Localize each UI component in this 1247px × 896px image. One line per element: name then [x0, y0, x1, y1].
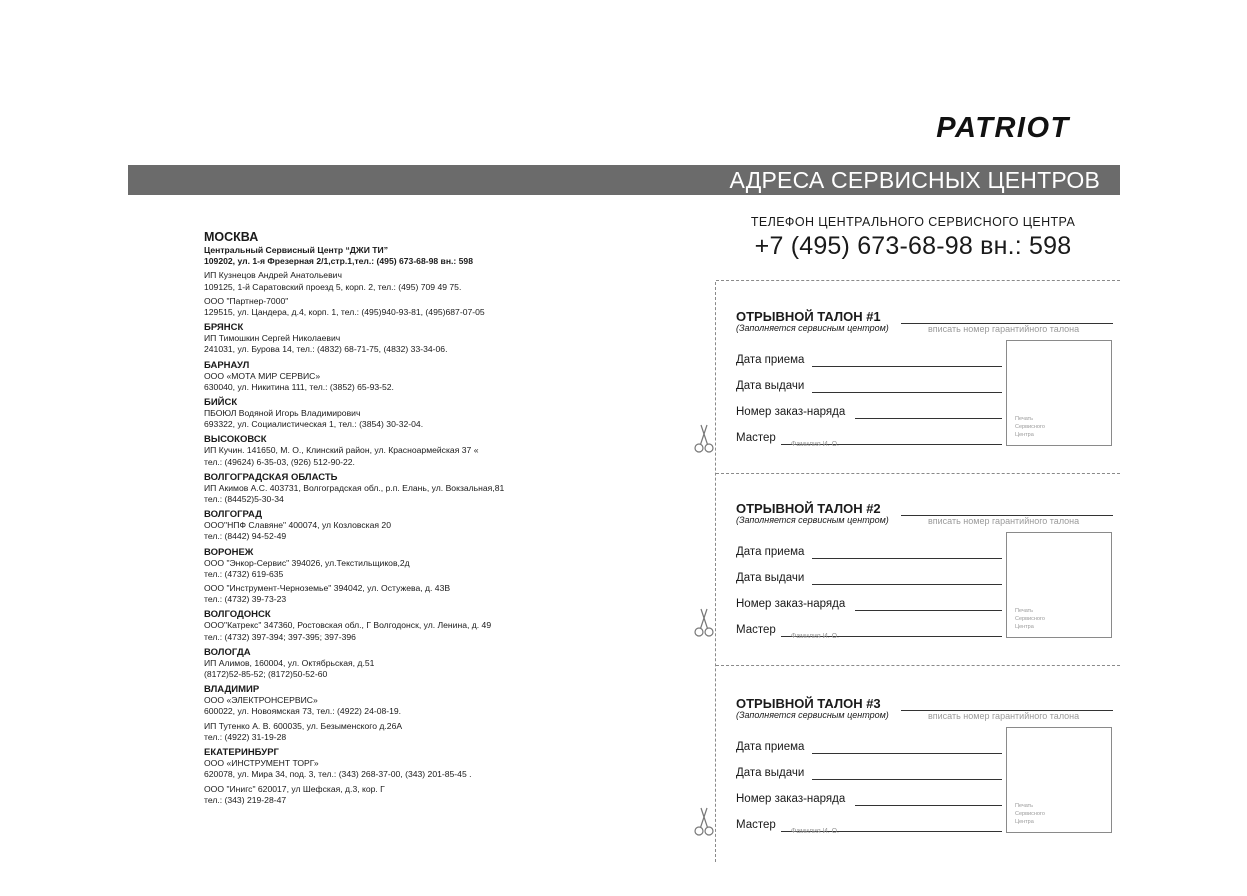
service-centers-list — [204, 230, 534, 806]
contact-line: ООО "Партнер-7000" — [204, 295, 289, 306]
date-issued-field[interactable] — [812, 584, 1002, 585]
contact-line: тел.: (4732) 619-635 — [204, 568, 284, 579]
contact-line: ПБОЮЛ Водяной Игорь Владимирович — [204, 408, 361, 419]
date-issued-field[interactable] — [812, 779, 1002, 780]
city-name: БИЙСК — [204, 397, 238, 409]
date-received-label: Дата приема — [736, 741, 805, 753]
stamp-label: Печать Сервисного Центра — [1015, 416, 1045, 438]
coupon-number-hint: вписать номер гарантийного талона — [928, 711, 1080, 721]
coupon-number-hint: вписать номер гарантийного талона — [928, 516, 1080, 526]
order-number-label: Номер заказ-наряда — [736, 406, 846, 418]
city-block — [204, 322, 534, 355]
city-block — [204, 397, 534, 430]
contact-line: 109202, ул. 1-я Фрезерная 2/1,стр.1,тел.: (495) 673-68-98 вн.: 598 — [204, 256, 473, 267]
contact-line: 620078, ул. Мира 34, под. 3, тел.: (343) 268-37-00, (343) 201-85-45 . — [204, 769, 472, 780]
contact-line: ИП Кучин. 141650, М. О., Клинский район, ул. Красноармейская 37 « — [204, 445, 479, 456]
city-block — [204, 547, 534, 606]
coupon-number-hint: вписать номер гарантийного талона — [928, 324, 1080, 334]
scissors-icon — [692, 806, 716, 838]
coupon-title: ОТРЫВНОЙ ТАЛОН #1 — [736, 309, 881, 324]
city-block — [204, 360, 534, 393]
patriot-logo — [912, 110, 1094, 144]
contact-line: ИП Тутенко А. В. 600035, ул. Безыменского д.26А — [204, 720, 403, 731]
stamp-label: Печать Сервисного Центра — [1015, 608, 1045, 630]
fio-hint: Фамилия И. О. — [791, 633, 839, 640]
contact-line: 600022, ул. Новоямская 73, тел.: (4922) 24-08-19. — [204, 706, 402, 717]
scissors-icon — [692, 423, 716, 455]
central-phone-number: +7 (495) 673-68-98 вн.: 598 — [754, 232, 1072, 260]
cut-line-2 — [716, 665, 1120, 666]
city-block — [204, 747, 534, 806]
city-name: ВОЛОГДА — [204, 646, 251, 658]
contact-line: ИП Тимошкин Сергей Николаевич — [204, 333, 341, 344]
contact-line: ИП Алимов, 160004, ул. Октябрьская, д.51 — [204, 657, 375, 668]
contact-line: 630040, ул. Никитина 111, тел.: (3852) 65-93-52. — [204, 381, 394, 392]
order-number-label: Номер заказ-наряда — [736, 793, 846, 805]
contact-line: ООО «ЭЛЕКТРОНСЕРВИС» — [204, 695, 318, 706]
contact-line: (8172)52-85-52; (8172)50-52-60 — [204, 669, 328, 680]
contact-line: ООО "Инигс" 620017, ул Шефская, д.3, кор. Г — [204, 783, 385, 794]
city-block — [204, 434, 534, 467]
contact-line: тел.: (4922) 31-19-28 — [204, 731, 287, 742]
tear-off-coupon-2 — [736, 501, 1120, 651]
stamp-box — [1006, 727, 1112, 833]
date-issued-label: Дата выдачи — [736, 767, 805, 779]
contact-line: тел.: (49624) 6-35-03, (926) 512-90-22. — [204, 456, 355, 467]
header-banner — [128, 165, 1120, 195]
master-label: Мастер — [736, 819, 776, 831]
contact-line: ИП Акимов А.С. 403731, Волгоградская обл., р.п. Елань, ул. Вокзальная,81 — [204, 482, 505, 493]
date-received-field[interactable] — [812, 753, 1002, 754]
tear-off-coupon-3 — [736, 696, 1120, 846]
order-number-field[interactable] — [855, 610, 1002, 611]
stamp-box — [1006, 340, 1112, 446]
city-block — [204, 472, 534, 505]
contact-line: ООО"Катрекс" 347360, Ростовская обл., Г Волгодонск, ул. Ленина, д. 49 — [204, 620, 492, 631]
city-name: ВОЛГОДОНСК — [204, 609, 271, 621]
stamp-box — [1006, 532, 1112, 638]
date-received-label: Дата приема — [736, 546, 805, 558]
city-block — [204, 684, 534, 743]
city-name: БРЯНСК — [204, 322, 244, 334]
city-name: МОСКВА — [204, 230, 259, 244]
date-received-label: Дата приема — [736, 354, 805, 366]
contact-line: ООО "Инструмент-Черноземье" 394042, ул. Остужева, д. 43В — [204, 583, 451, 594]
city-block — [204, 647, 534, 680]
city-name: ЕКАТЕРИНБУРГ — [204, 747, 279, 759]
coupon-title: ОТРЫВНОЙ ТАЛОН #2 — [736, 501, 881, 516]
coupon-subtitle: (Заполняется сервисным центром) — [736, 323, 889, 333]
city-name: ВОЛГОГРАДСКАЯ ОБЛАСТЬ — [204, 471, 338, 483]
date-issued-label: Дата выдачи — [736, 572, 805, 584]
contact-line: 129515, ул. Цандера, д.4, корп. 1, тел.: (495)940-93-81, (495)687-07-05 — [204, 307, 485, 318]
central-phone-label: ТЕЛЕФОН ЦЕНТРАЛЬНОГО СЕРВИСНОГО ЦЕНТРА — [750, 215, 1076, 229]
order-number-label: Номер заказ-наряда — [736, 598, 846, 610]
cut-line-top — [716, 280, 1120, 281]
coupon-subtitle: (Заполняется сервисным центром) — [736, 710, 889, 720]
city-block — [204, 230, 534, 318]
master-label: Мастер — [736, 432, 776, 444]
city-block — [204, 509, 534, 542]
contact-line: тел.: (4732) 39-73-23 — [204, 594, 287, 605]
city-name: ВОРОНЕЖ — [204, 546, 254, 558]
contact-line: ООО «ИНСТРУМЕНТ ТОРГ» — [204, 758, 319, 769]
date-issued-field[interactable] — [812, 392, 1002, 393]
master-label: Мастер — [736, 624, 776, 636]
contact-line: 693322, ул. Социалистическая 1, тел.: (3854) 30-32-04. — [204, 419, 424, 430]
date-received-field[interactable] — [812, 558, 1002, 559]
banner-title: АДРЕСА СЕРВИСНЫХ ЦЕНТРОВ — [729, 167, 1100, 193]
contact-line: Центральный Сервисный Центр “ДЖИ ТИ” — [204, 245, 388, 255]
city-name: БАРНАУЛ — [204, 359, 250, 371]
city-name: ВОЛГОГРАД — [204, 509, 262, 521]
contact-line: 241031, ул. Бурова 14, тел.: (4832) 68-71-75, (4832) 33-34-06. — [204, 344, 448, 355]
contact-line: тел.: (4732) 397-394; 397-395; 397-396 — [204, 631, 356, 642]
scissors-icon — [692, 607, 716, 639]
contact-line: 109125, 1-й Саратовский проезд 5, корп. 2, тел.: (495) 709 49 75. — [204, 281, 462, 292]
svg-text:PATRIOT: PATRIOT — [936, 112, 1070, 144]
stamp-label: Печать Сервисного Центра — [1015, 803, 1045, 825]
contact-line: тел.: (343) 219-28-47 — [204, 794, 287, 805]
cut-line-1 — [716, 473, 1120, 474]
fio-hint: Фамилия И. О. — [791, 441, 839, 448]
coupon-title: ОТРЫВНОЙ ТАЛОН #3 — [736, 696, 881, 711]
cut-line-vertical — [715, 282, 716, 862]
tear-off-coupon-1 — [736, 309, 1120, 459]
coupon-subtitle: (Заполняется сервисным центром) — [736, 515, 889, 525]
order-number-field[interactable] — [855, 805, 1002, 806]
contact-line: ООО «МОТА МИР СЕРВИС» — [204, 370, 321, 381]
contact-line: тел.: (8442) 94-52-49 — [204, 531, 287, 542]
city-name: ВЫСОКОВСК — [204, 434, 267, 446]
contact-line: ООО"НПФ Славяне" 400074, ул Козловская 20 — [204, 520, 391, 531]
city-block — [204, 609, 534, 642]
date-issued-label: Дата выдачи — [736, 380, 805, 392]
contact-line: ИП Кузнецов Андрей Анатольевич — [204, 270, 342, 281]
fio-hint: Фамилия И. О. — [791, 828, 839, 835]
order-number-field[interactable] — [855, 418, 1002, 419]
city-name: ВЛАДИМИР — [204, 684, 260, 696]
contact-line: ООО "Энкор-Сервис" 394026, ул.Текстильщиков,2д — [204, 557, 410, 568]
date-received-field[interactable] — [812, 366, 1002, 367]
contact-line: тел.: (84452)5-30-34 — [204, 494, 284, 505]
